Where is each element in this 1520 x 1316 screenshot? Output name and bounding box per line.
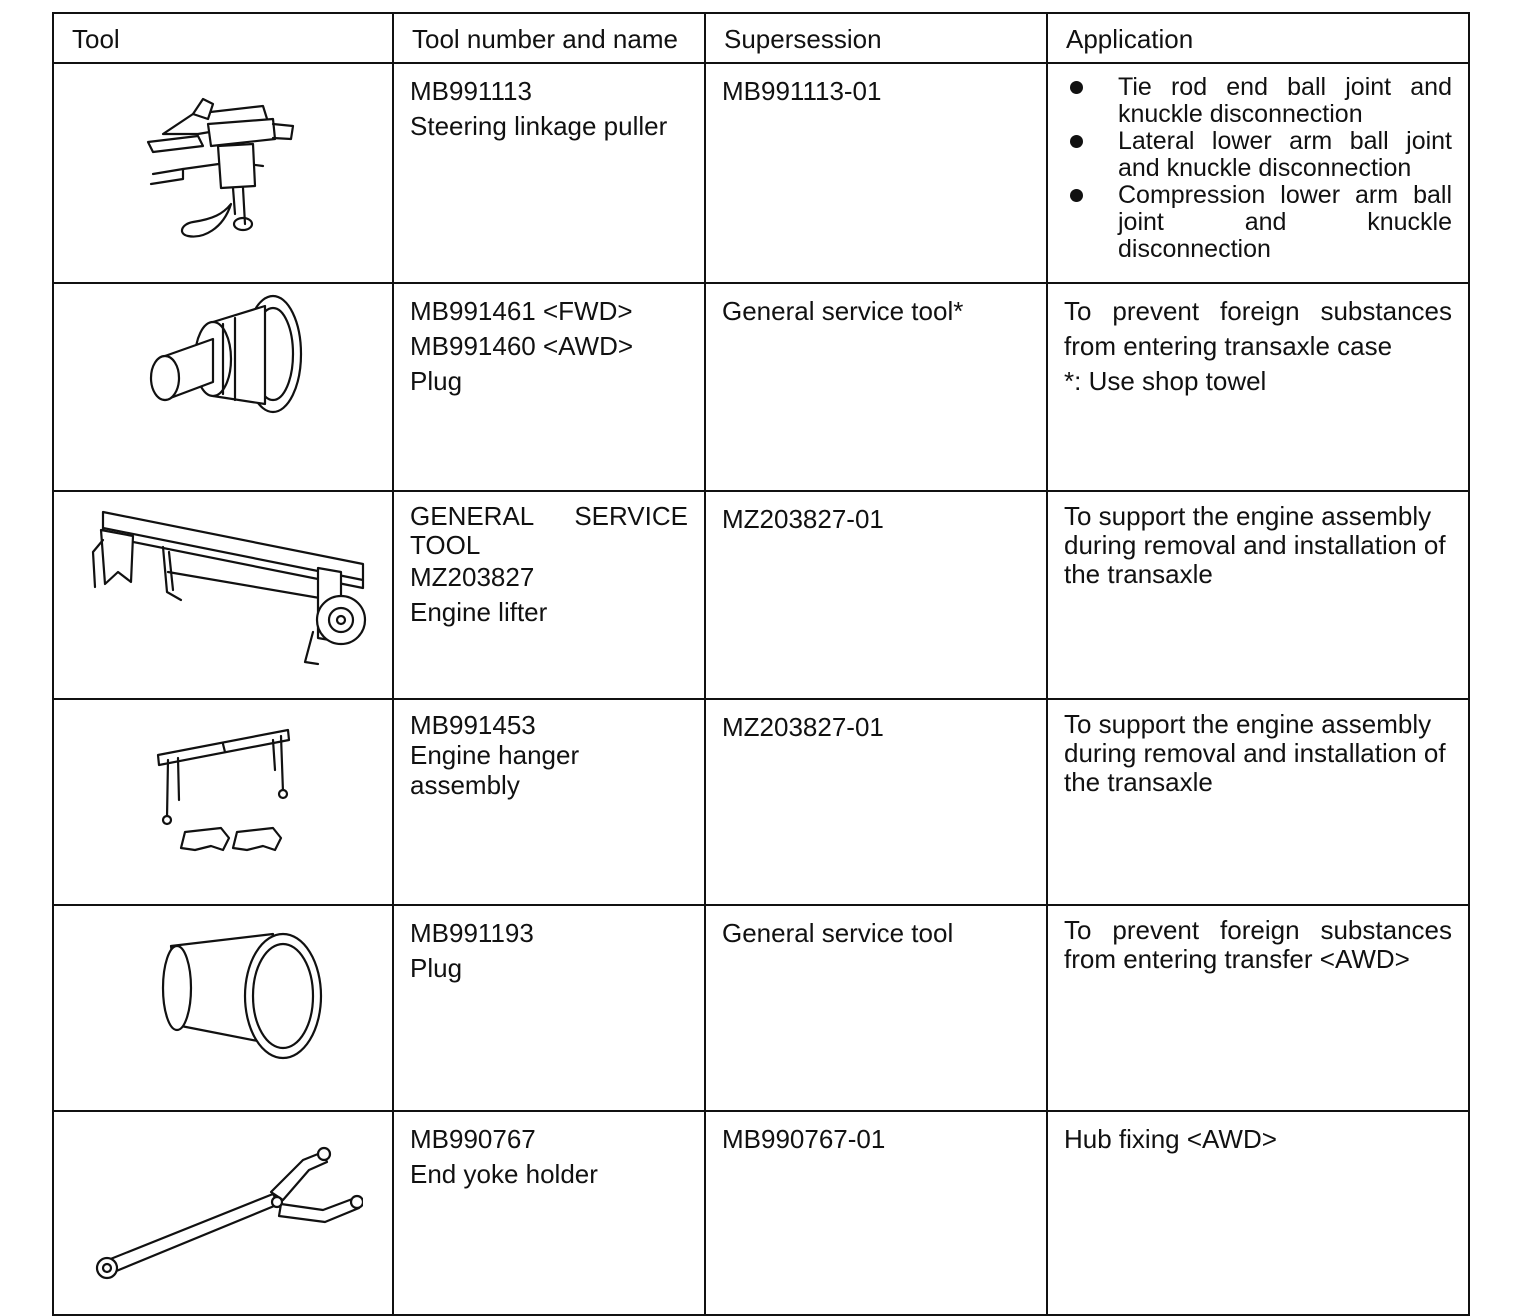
tool-number-cell bbox=[393, 699, 705, 905]
supersession-cell: General service tool bbox=[705, 905, 1047, 1111]
application-cell bbox=[1047, 63, 1469, 283]
tool-name: Engine lifter bbox=[410, 597, 548, 627]
plug-icon bbox=[123, 284, 323, 464]
tool-number: MB991113 bbox=[410, 76, 532, 106]
tool-name: Engine hanger assembly bbox=[410, 740, 580, 800]
tool-number: MB990767 bbox=[410, 1124, 536, 1154]
list-item: Lateral lower arm ball joint and knuckle disconnection bbox=[1064, 128, 1452, 182]
application-note: *: Use shop towel bbox=[1064, 366, 1267, 396]
application-cell bbox=[1047, 491, 1469, 699]
application-cell bbox=[1047, 283, 1469, 491]
tool-name: End yoke holder bbox=[410, 1159, 598, 1189]
table-row bbox=[53, 491, 1469, 699]
table-header-row bbox=[53, 13, 1469, 63]
application-list bbox=[1064, 74, 1452, 263]
tool-number-cell bbox=[393, 1111, 705, 1315]
tool-image-cell bbox=[53, 283, 393, 491]
tool-image-cell bbox=[53, 1111, 393, 1315]
application-text: To support the engine assembly during removal and installation of the transaxle bbox=[1064, 501, 1446, 589]
tool-name: Plug bbox=[410, 953, 463, 983]
tool-number: MZ203827 bbox=[410, 562, 535, 592]
header-tool: Tool bbox=[53, 13, 393, 63]
table-row bbox=[53, 283, 1469, 491]
table-row bbox=[53, 905, 1469, 1111]
application-cell bbox=[1047, 1111, 1469, 1315]
application-text: To support the engine assembly during removal and installation of the transaxle bbox=[1064, 709, 1446, 797]
table-row bbox=[53, 699, 1469, 905]
engine-lifter-icon bbox=[73, 492, 373, 682]
tool-number: MB991460 <AWD> bbox=[410, 331, 634, 361]
tool-number: MB991461 <FWD> bbox=[410, 296, 633, 326]
header-supersession: Supersession bbox=[705, 13, 1047, 63]
table-row bbox=[53, 63, 1469, 283]
tool-number: MB991193 bbox=[410, 918, 534, 948]
tool-name: Plug bbox=[410, 366, 463, 396]
supersession-cell: MB991113-01 bbox=[705, 63, 1047, 283]
application-text: To prevent foreign substances from entering transaxle case bbox=[1064, 296, 1452, 361]
header-application: Application bbox=[1047, 13, 1469, 63]
application-text: Hub fixing <AWD> bbox=[1064, 1124, 1277, 1154]
bullet-icon bbox=[1070, 189, 1083, 202]
tool-number: MB991453 bbox=[410, 710, 536, 740]
supersession-cell: MZ203827-01 bbox=[705, 699, 1047, 905]
bullet-icon bbox=[1070, 81, 1083, 94]
tool-image-cell bbox=[53, 63, 393, 283]
supersession-cell: General service tool* bbox=[705, 283, 1047, 491]
tool-category: GENERAL SERVICE TOOL bbox=[410, 501, 688, 560]
tool-number-cell bbox=[393, 283, 705, 491]
supersession-cell: MZ203827-01 bbox=[705, 491, 1047, 699]
table-row bbox=[53, 1111, 1469, 1315]
tool-number-cell bbox=[393, 63, 705, 283]
application-cell bbox=[1047, 699, 1469, 905]
bullet-icon bbox=[1070, 135, 1083, 148]
end-yoke-holder-icon bbox=[83, 1112, 363, 1292]
tool-number-cell bbox=[393, 905, 705, 1111]
list-item: Tie rod end ball joint and knuckle disconnection bbox=[1064, 74, 1452, 128]
special-tools-table bbox=[52, 12, 1470, 1316]
list-item: Compression lower arm ball joint and knuckle disconnection bbox=[1064, 182, 1452, 263]
tool-name: Steering linkage puller bbox=[410, 111, 668, 141]
steering-linkage-puller-icon bbox=[123, 64, 323, 254]
supersession-cell: MB990767-01 bbox=[705, 1111, 1047, 1315]
header-tool-number: Tool number and name bbox=[393, 13, 705, 63]
tool-image-cell bbox=[53, 491, 393, 699]
tool-image-cell bbox=[53, 699, 393, 905]
tool-image-cell bbox=[53, 905, 393, 1111]
application-text: To prevent foreign substances from entering transfer <AWD> bbox=[1064, 915, 1452, 974]
plug-icon bbox=[123, 906, 323, 1076]
tool-number-cell bbox=[393, 491, 705, 699]
application-cell bbox=[1047, 905, 1469, 1111]
engine-hanger-assembly-icon bbox=[123, 700, 323, 880]
